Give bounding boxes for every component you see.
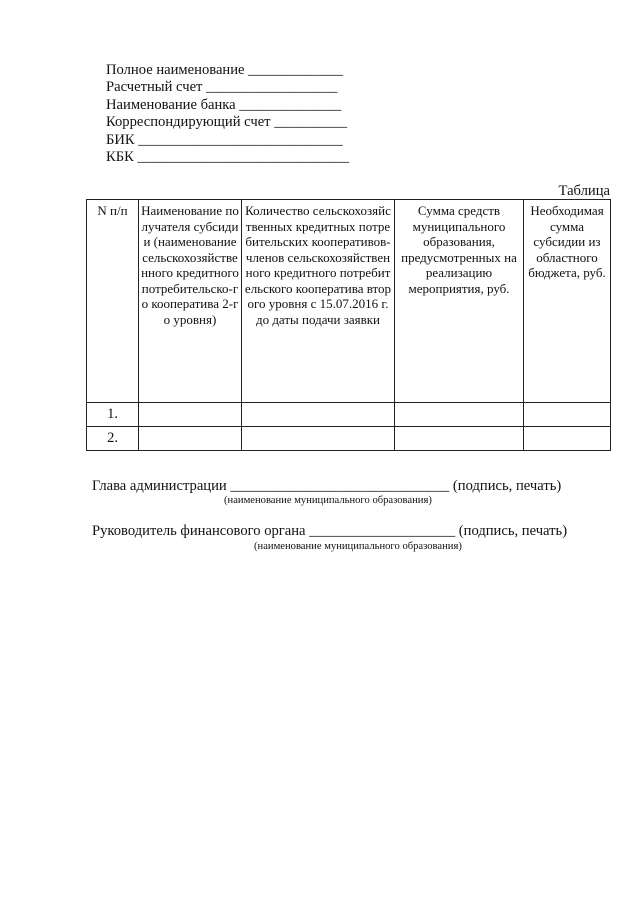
field-bank-name: Наименование банка ______________ <box>106 96 342 113</box>
field-account: Расчетный счет __________________ <box>106 79 338 96</box>
field-kbk: КБК _____________________________ <box>106 149 350 166</box>
requisites-block <box>106 62 349 166</box>
field-corr-account: Корреспондирующий счет __________ <box>106 114 348 131</box>
header-recipient: Наименование получателя субсидии (наименование сельскохозяйственного кредитного потребительско-го кооператива 2-го уровня) <box>139 200 242 403</box>
table-row <box>87 427 611 451</box>
table-row <box>87 403 611 427</box>
finance-signature-line: Руководитель финансового органа ____________________ (подпись, печать) <box>92 523 568 539</box>
table-cell <box>395 403 524 427</box>
table-cell <box>395 427 524 451</box>
row-number: 1. <box>87 403 139 427</box>
field-bik: БИК ____________________________ <box>106 131 343 148</box>
table-caption: Таблица <box>558 183 610 199</box>
header-number: N п/п <box>87 200 139 403</box>
header-required-subsidy: Необходимая сумма субсидии из областного бюджета, руб. <box>524 200 611 403</box>
head-signature-note: (наименование муниципального образования) <box>224 495 432 506</box>
subsidy-table <box>86 199 611 451</box>
table-cell <box>242 403 395 427</box>
head-signature-line: Глава администрации ______________________________ (подпись, печать) <box>92 478 562 494</box>
header-member-count: Количество сельскохозяйственных кредитных потребительских кооперативов-членов сельскохозяйственного кредитного потребительского кооператива второго уровня с 15.07.2016 г. до даты подачи заявки <box>242 200 395 403</box>
field-full-name: Полное наименование _____________ <box>106 62 344 78</box>
table-cell <box>242 427 395 451</box>
table-cell <box>524 403 611 427</box>
table-header-row <box>87 200 611 403</box>
table-cell <box>139 403 242 427</box>
table-cell <box>139 427 242 451</box>
table-cell <box>524 427 611 451</box>
header-municipal-funds: Сумма средств муниципального образования, предусмотренных на реализацию мероприятия, руб. <box>395 200 524 403</box>
finance-signature-note: (наименование муниципального образования) <box>254 541 462 552</box>
row-number: 2. <box>87 427 139 451</box>
